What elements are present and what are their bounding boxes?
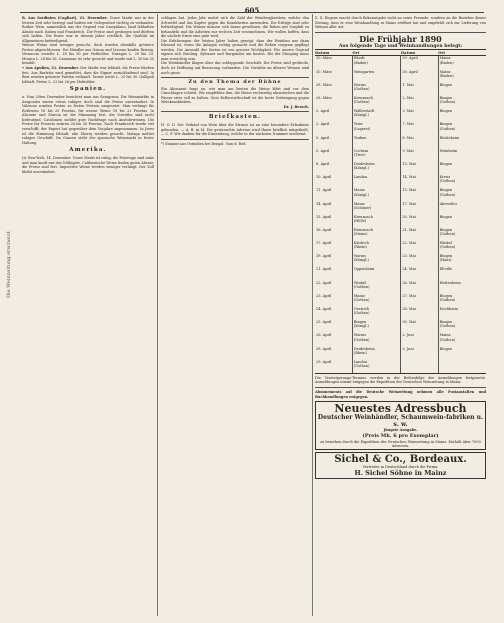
table-body [315,56,486,374]
table-cell: Trier (Lagerei) [352,122,401,135]
table-cell: Bingen (Gothen) [438,294,486,307]
table-cell: 22. April [316,280,332,285]
table-row [315,175,486,188]
table-cell: Bingen (Gothen) [438,96,486,109]
table-cell: 15. April [316,214,332,219]
article-dateline: • Aus Apulien, 21. Dezember. [22,66,80,71]
article-paragraph: Die Weinhändler klagen über das schleppende Geschäft. Die Preise sind gedrückt, doch ist Hoffnung auf Besserung vorhanden. Die Vorräthe an älteren Weinen sind noch gross. [161,61,309,75]
table-cell: 10. April [316,175,332,180]
table-cell: 13. Mai [401,162,438,175]
table-row [315,149,486,162]
table-cell: Kiedrich (Rhein) [352,241,401,254]
table-cell: 24. Mai [401,267,438,280]
table-cell: Hochheim [438,307,486,320]
article-paragraph: Die Erfahrungen der letzten Jahre haben gezeigt, dass der Weinbau nur dann lohnend ist, wenn die Anlagen richtig gemacht und die Reben sorgsam gepflegt werden. Die Auswahl der Sorten ist von grosser Wichtigkeit. Für unsere Gegend eignen sich Riesling, Sylvaner und Burgunder am besten. Bei der Düngung muss man vorsichtig sein. [161,38,309,61]
table-cell: Landau (Gothen) [352,360,401,374]
table-cell: Bingen [438,162,486,175]
article-text: Der Markt war lebhaft, die Preise blieben fest. Aus Barletta wird gemeldet, dass die Eigner zurückhaltend sind. In Bari wurden grössere Partien verkauft. Tarent notirt L. 25 bis 30. Gallipoli lebhaft, Preise L. 22 bis 26 per Hektoliter. [22,66,155,84]
table-row [315,188,486,201]
table-cell: 28. April [316,346,332,351]
table-row [315,254,486,267]
table-cell: 1. Mai [401,83,438,96]
table-cell: 28. März [316,82,332,87]
table-cell: Eltville [438,267,486,280]
table-cell: 5. April [316,148,330,153]
article-dateline: R. Aus Sardinien (Cagliari), 21. Dezember. [22,16,108,20]
table-cell: Bingen (Gothen) [438,228,486,241]
schedule-title: Die Frühjahr 1890 [359,33,442,44]
table-cell: Mainz (Baden) [438,70,486,83]
section-title-spain: Spanien. [69,86,107,93]
table-cell: Bingen [438,83,486,96]
table-cell: 29. April [401,56,438,70]
table-row [315,215,486,228]
table-row [315,241,486,254]
column-3 [315,16,486,481]
table-cell: Hattenheim [438,281,486,294]
table-cell: Kreuznach (Mainz) [352,228,401,241]
footnote: *) Stammt aus Ostindien bei Bengal. Vom d. Red. [161,142,247,147]
article-paragraph [22,66,154,84]
table-header: Ort [352,50,401,56]
divider [161,139,309,140]
article-paragraph: H. O. D. Der Verkauf von Wein über die Strasse ist an eine besondere Erlaubniss gebunden. — A. B. in M. Die gewünschte Adresse wird Ihnen brieflich mitgetheilt. — C. F. Wir danken für die Einsendung, welche in der nächsten Nummer erscheint. [161,123,309,137]
table-cell: 30. Mai [401,320,438,333]
table-row [315,320,486,333]
schedule-subtitle: Aus folgende Tage und Weinhandlungen belegt: [338,43,463,49]
table-cell: 14. April [316,201,332,206]
column-2 [161,16,309,147]
article-paragraph [22,16,154,43]
article-paragraph: schlagen hat. Jedes Jahr mehrt sich die Zahl der Weinbergbesitzer, welche den Schwefel und das Kupfer gegen die Krankheiten anwenden. Die Erfolge sind sehr befriedigend. Die Winzer müssen sich daran gewöhnen, die Reben mit Sorgfalt zu behandeln und die Arbeiten zur rechten Zeit vorzunehmen. Wir wollen hoffen, dass die nächste Ernte eine gute wird. [161,16,309,39]
table-cell: 21. April [316,267,332,272]
table-cell: Bingen (Gothen) [438,122,486,135]
table-cell: Kreuznach (Gothen) [352,96,401,109]
table-row [315,109,486,122]
ad-firm-name: Sichel & Co., Bordeaux. [334,454,467,466]
table-cell: Worms (Gothen) [352,333,401,346]
table-cell: Bingen (Haus) [438,254,486,267]
table-row [315,360,486,374]
divider [161,111,309,112]
table-cell: 17. Mai [401,202,438,215]
table-cell [438,360,486,374]
table-cell: 2. Juni [401,333,438,346]
table-row [315,56,486,70]
table-cell: Bingen (Gothen) [438,188,486,201]
margin-note: Die Weinzeitung erscheint [6,231,12,298]
table-cell: 7. Mai [401,122,438,135]
table-cell: 30. April [401,70,438,83]
article-paragraph [22,43,154,66]
table-row [315,96,486,109]
column-divider [157,14,158,616]
table-cell: Rhodt (Baden) [352,56,401,70]
notice-text: Die Versteigerungs-Termine werden in der Reihenfolge der Anmeldungen festgesetzt. Anmeldungen nimmt entgegen die Expedition der Deutschen Weinzeitung in Mainz. [315,375,486,385]
table-row [315,228,486,241]
table-cell: 2. Mai [401,96,438,109]
column-1 [22,16,154,174]
table-cell: 9. Mai [401,149,438,162]
table-cell: Oestrich (Gothen) [352,307,401,320]
table-cell: Mainz (Gothen) [352,294,401,307]
article-paragraph: Ein Abonnent fragt an, wie man am besten die Weine klärt und vor dem Umschlagen schützt. Wir empfehlen ihm, die Weine rechtzeitig abzustechen und die Fässer stets voll zu halten. Gute Kellerwirthschaft ist die beste Vorbeugung gegen Weinkrankheiten. [161,86,309,105]
article-text: Unser Markt war in der letzten Zeit sehr bewegt und hatten wir Gelegenheit tüchtig zu verkaufen. Rother Wein, namentlich aus der Gegend von Campidano, fand lebhaften Absatz nach Italien und Frankreich. Die Preise sind gestiegen und dürften sich halten. Die Ernte war in diesem Jahre reichlich, die Qualität im Allgemeinen befriedigend. [22,16,154,43]
signature: Dr. J. Bersch. [283,104,309,109]
table-cell: 22. Mai [401,241,438,254]
table-row [315,202,486,215]
table-cell: 20. Mai [401,215,438,228]
table-cell: 3. Mai [401,109,438,122]
table-row [315,122,486,135]
table-cell: 21. Mai [401,228,438,241]
table-cell: Mainz (Schöner) [352,202,401,215]
table-cell: 8. Mai [401,136,438,149]
table-row [315,294,486,307]
table-cell: Winkel (Gothen) [352,281,401,294]
table-cell: Bingen [438,109,486,122]
table-cell: Traben [352,136,401,149]
table-cell: Kreuznach (Hülle) [352,215,401,228]
article-text: Weisse Weine sind weniger gesucht, doch wurden ebenfalls grössere Posten abgeschlossen. Die Händler aus Genua und Livorno kaufen fleissig. Vernaccia erzielte L. 28 bis 30 per Hektoliter, Nuragus L. 20 bis 23, Monica L. 24 bis 26. Cannonau ist sehr gesucht und wurde mit L. 30 bis 35 bezahlt. [22,43,154,66]
subscribe-notice: Abonnements auf die Deutsche Weinzeitung nehmen alle Postanstalten und Buchhandlungen entgegen. [315,390,486,399]
section-title-letters: Briefkasten. [208,114,262,121]
table-cell: Wallerstadt (Königl.) [352,109,401,122]
table-row [315,162,486,175]
ad-text: Vertreten in Deutschland durch die Firma: [362,465,439,470]
table-row [315,267,486,280]
table-cell: Bingen [438,347,486,360]
table-cell: Ahrweiler [438,202,486,215]
table-cell: 14. Mai [401,175,438,188]
ad-subheadline: Deutscher Weinhändler, Schaumwein-fabriken u. s. w. [317,414,484,429]
table-cell: 23. Mai [401,254,438,267]
table-cell: Weinheim [438,149,486,162]
table-row [315,347,486,360]
table-cell: Worms (Gothen) [352,83,401,96]
table-cell: Mainz (Gothen) [438,333,486,346]
table-row [315,307,486,320]
table-cell: 27. Mai [401,294,438,307]
table-cell: Bingen (Gothen) [438,320,486,333]
table-cell: Rüdesheim [438,136,486,149]
article-paragraph: x. Vom 20ten Dezember berichtet man aus Saragossa: Die Weinmärkte in Aragonien waren etwas ruhiger, doch sind die Preise unverändert. In Valencia wurden Posten zu festen Preisen umgesetzt. Man verlangt für Rothwein 16 bis 20 Pesetas, für weisse Weine 18 bis 22 Pesetas. In Alicante und Murcia ist die Stimmung fest, die Vorräthe sind nicht bedeutend. Catalonien meldet gute Nachfrage nach Ausfuhrweinen. Die Preise für Priorato notiren 26 bis 30 Pesetas. Nach Frankreich wurde viel verschifft, der Export hat gegenüber dem Vorjahre zugenommen. In Jerez ist die Stimmung lebhaft, alte Sherry werden gesucht. Malaga meldet ruhiges Geschäft. Im Ganzen steht der spanische Weinmarkt in fester Haltung. [22,95,154,145]
divider [161,77,309,78]
table-cell: 10. März [316,56,332,61]
table-row [315,83,486,96]
note-title: Zu den Thema der Bühne [188,79,282,86]
table-cell: 28. März [316,96,332,100]
table-cell: 3. Juni [401,347,438,360]
table-cell: 23. April [316,293,332,298]
table-cell: Bingen (Königl.) [352,320,401,333]
table-row [315,333,486,346]
table-cell: Deidesheim (Rhein) [352,347,401,360]
table-cell: 26. Mai [401,281,438,294]
table-cell: Oppenheim [352,267,401,280]
table-cell: 15. Mai [401,188,438,201]
table-cell: Cochem (Trier) [352,149,401,162]
divider [315,32,486,33]
table-cell: Kreuz (Gothen) [438,175,486,188]
table-cell: 24. April [316,307,332,311]
table-cell: 26. April [316,333,332,338]
table-cell: Winkel (Gothen) [438,241,486,254]
section-title-america: Amerika. [69,147,107,154]
table-header: Ort [438,50,486,56]
table-cell: 25. April [316,320,332,325]
table-header: Datum [401,50,438,56]
table-cell: 19. April [316,254,332,259]
table-row [315,70,486,83]
table-cell: 8. April [316,161,330,166]
table-row [315,136,486,149]
table-row [315,281,486,294]
article-paragraph: (z) New-York, 14. Dezember. Unser Markt ist ruhig, die Feiertage sind nahe und man kauft nur das Nöthigste. Californische Weine finden guten Absatz, die Preise sind fest. Importirte Weine werden weniger verlangt. Der Zoll bleibt unverändert. [22,156,154,174]
table-cell: Landau [352,175,401,188]
table-cell: Mainz (Königl.) [352,188,401,201]
ad-edition: Jüngste Ausgabe. [383,428,418,433]
column-divider [312,14,313,616]
article-paragraph: X. X. Eugene macht durch Bekanntgabe nicht an seine Freunde, sondern an die Bezieher dieser Zeitung, dass er eine Weinhandlung in Mainz eröffnet hat und empfiehlt sich zur Lieferung von Weinen aller Art. [315,16,486,30]
page-number: 605 [244,6,260,15]
table-cell: 16. April [316,227,332,232]
table-cell: 11. April [316,188,332,193]
table-cell: 28. Mai [401,307,438,320]
table-cell: Worms (Königl.) [352,254,401,267]
table-cell: 10. März [316,69,332,74]
table-cell: 29. April [315,360,352,374]
table-header: Datum [315,50,352,56]
table-cell: Deidesheim (Königl.) [352,162,401,175]
advertisement-address-book [315,401,486,450]
ad-text: zu beziehen durch die Expedition der Deutschen Weinzeitung in Mainz. Enthält über 7000 Adressen. [320,439,481,448]
auction-schedule-table [315,49,486,374]
ad-headline: Neuestes Adressbuch [334,402,467,416]
ad-firm-name-2: H. Sichel Söhne in Mainz [354,468,447,477]
advertisement-sichel [315,452,486,479]
table-cell: Bingen [438,215,486,228]
table-cell: 2. April [316,109,330,114]
table-cell: Weingarten [352,70,401,83]
header-rule [20,12,484,13]
table-cell: 2. April [316,122,330,127]
table-cell: 17. April [316,241,332,246]
table-cell [401,360,438,374]
divider [315,387,486,388]
table-cell: Mainz (Baden) [438,56,486,70]
table-cell: 5. April [316,135,330,140]
ad-price: (Preis Mk. 6 pro Exemplar) [362,432,439,439]
